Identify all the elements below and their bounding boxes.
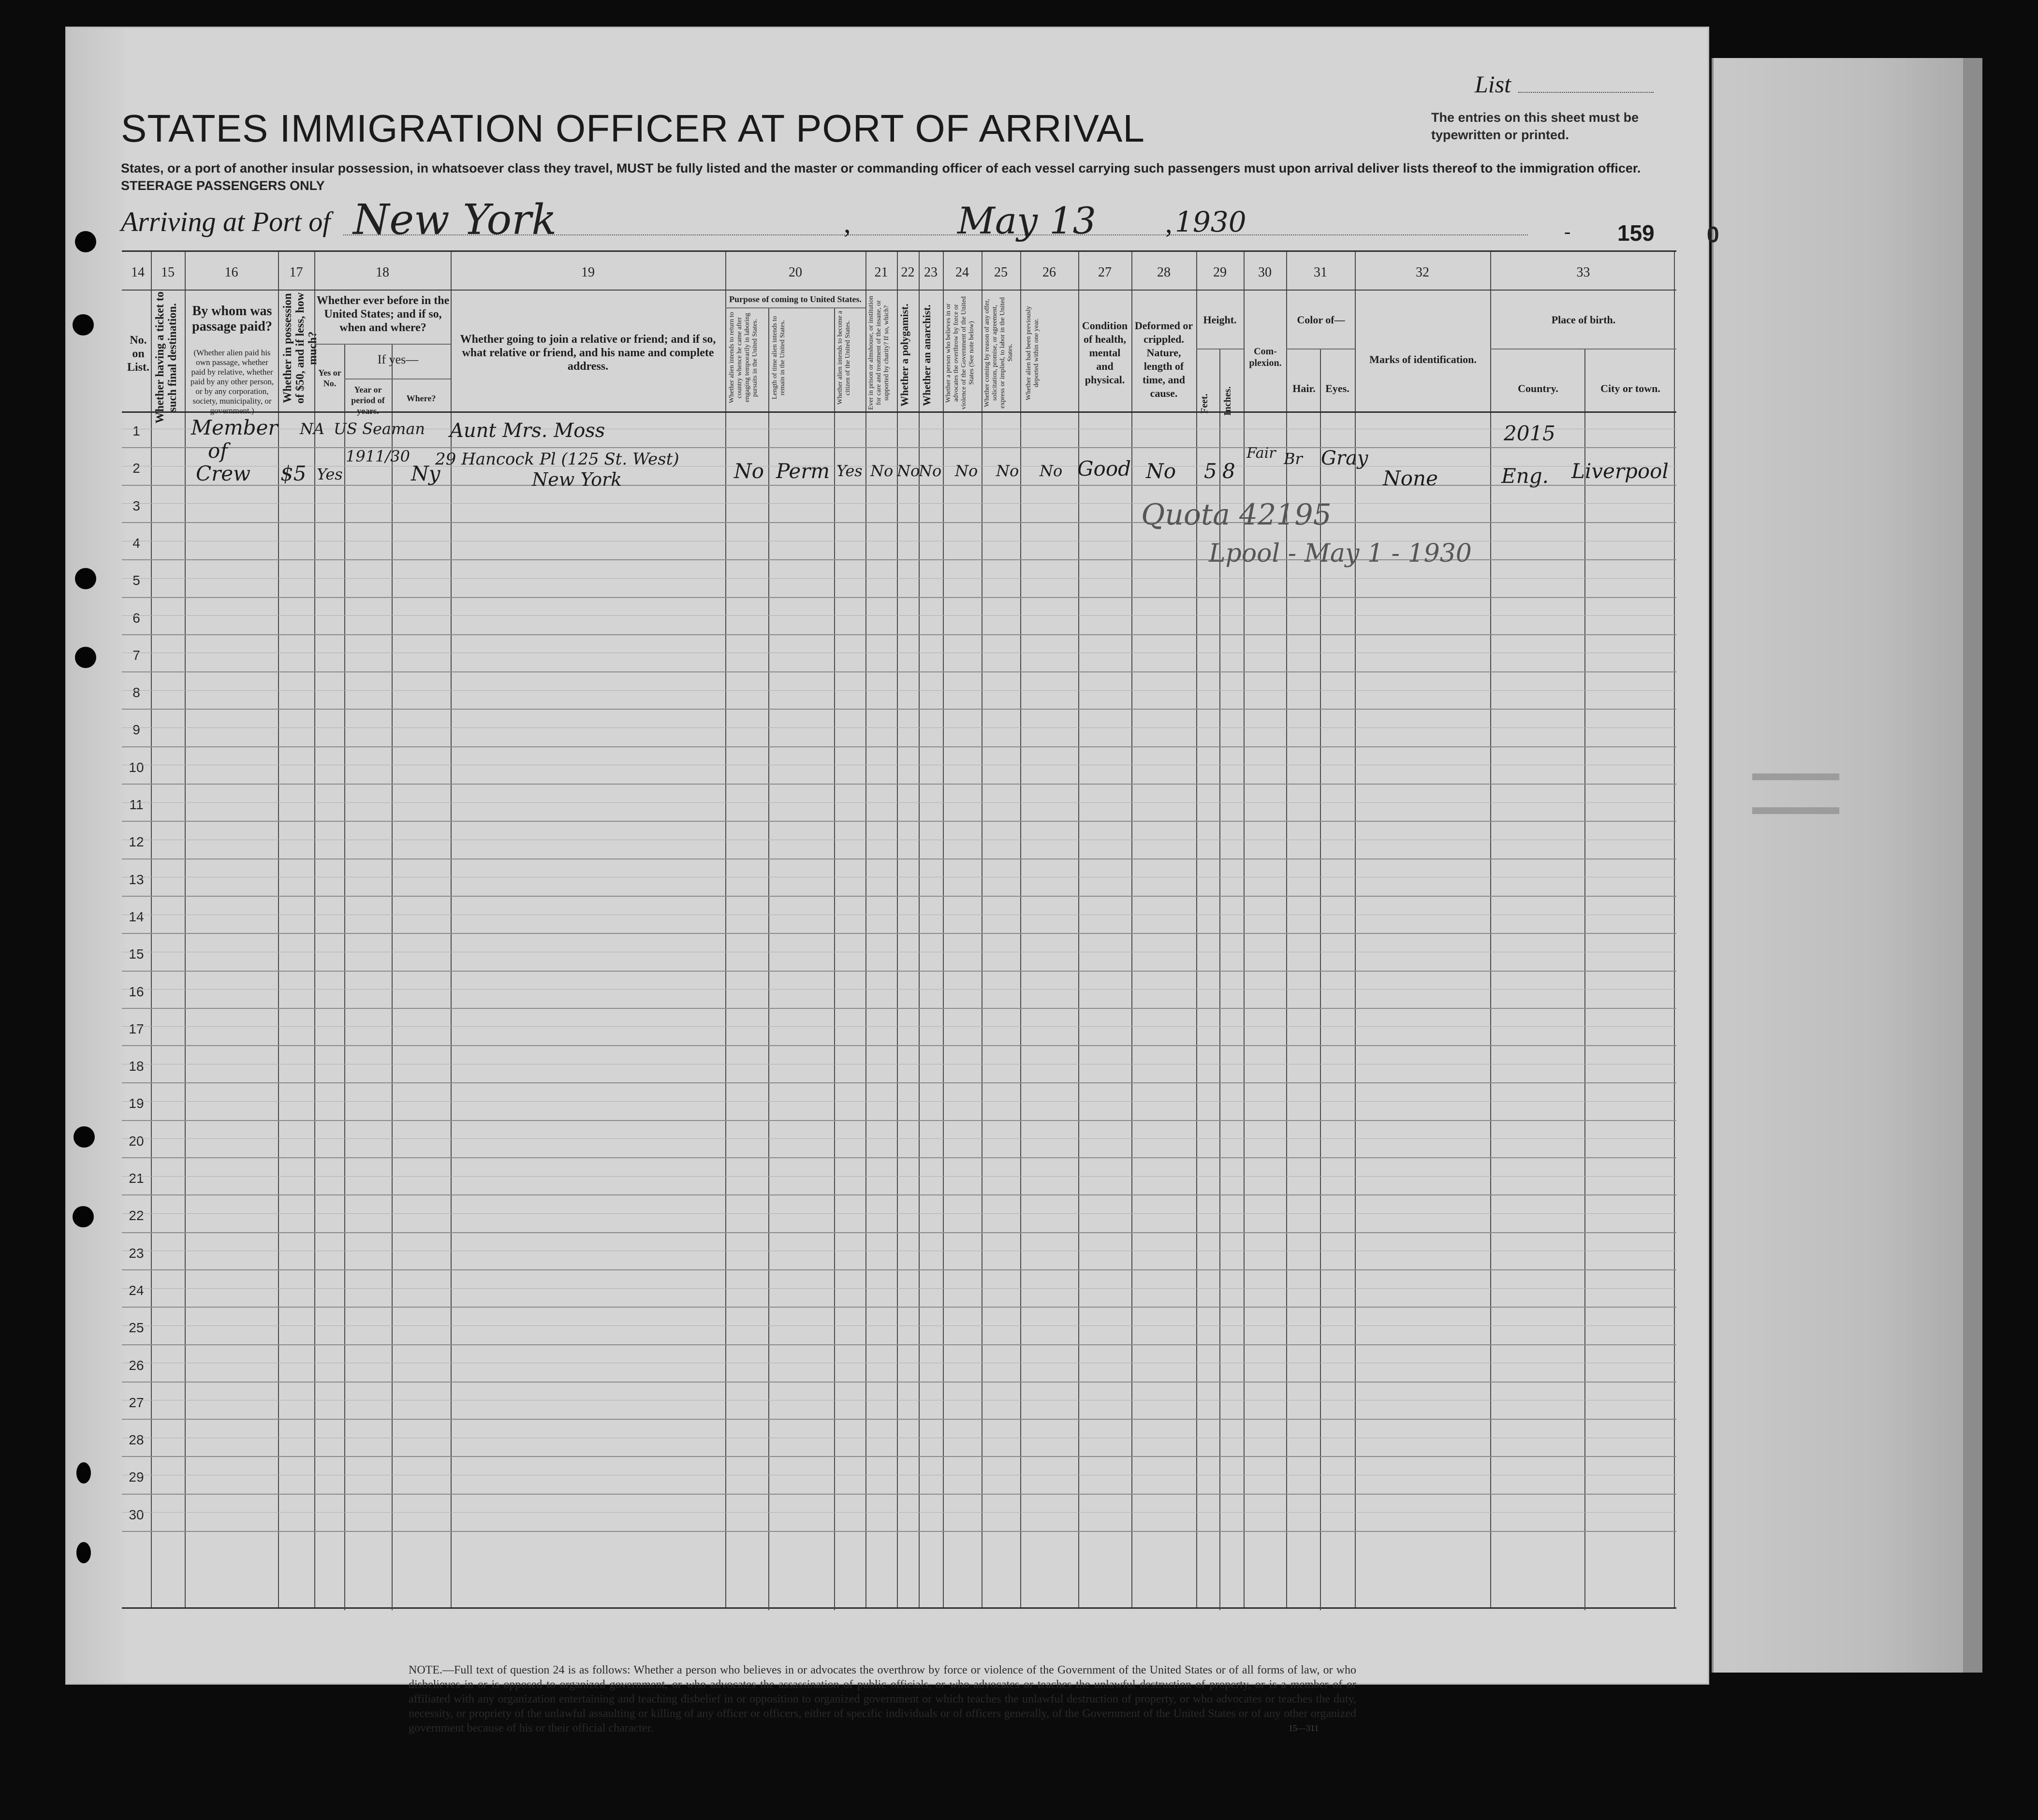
- column-number: 26: [1042, 265, 1056, 280]
- cut-digit: 0: [1707, 222, 1719, 247]
- row-line: [122, 671, 1676, 672]
- row-line: [122, 1344, 1676, 1345]
- row-line: [122, 1382, 1676, 1383]
- entry-labor: No: [996, 462, 1019, 480]
- column-line: [278, 252, 279, 1607]
- header-eyes: Eyes.: [1325, 382, 1349, 394]
- entry-money-top: NA: [300, 420, 325, 438]
- column-number: 29: [1213, 265, 1227, 280]
- punch-hole: [73, 1206, 94, 1227]
- page-title: STATES IMMIGRATION OFFICER AT PORT OF ARRIVAL: [121, 107, 1145, 150]
- row-midline: [122, 802, 1676, 803]
- row-number: 6: [132, 611, 140, 626]
- entry-eyes: Gray: [1321, 447, 1368, 469]
- punch-hole: [75, 231, 96, 252]
- column-number: 22: [901, 265, 915, 280]
- row-midline: [122, 1176, 1676, 1177]
- sheet-edge: [1963, 58, 1982, 1673]
- header-join: Whether going to join a relative or friend; and if so, what relative or friend, and his name and complete address.: [460, 333, 716, 373]
- column-line: [1320, 349, 1321, 1610]
- row-number: 2: [132, 461, 140, 476]
- row-number: 24: [129, 1283, 144, 1298]
- entry-before-where: Ny: [411, 462, 440, 485]
- entry-polygamist: No: [897, 462, 920, 480]
- row-number: 25: [129, 1320, 144, 1335]
- column-number: 32: [1416, 265, 1429, 280]
- column-number: 30: [1258, 265, 1272, 280]
- row-line: [122, 933, 1676, 934]
- row-number: 9: [132, 722, 140, 737]
- row-number: 29: [129, 1470, 144, 1485]
- row-number: 12: [129, 834, 144, 849]
- entry-inches: 8: [1222, 459, 1235, 483]
- header-marks: Marks of identification.: [1369, 353, 1477, 365]
- header-country: Country.: [1518, 382, 1558, 394]
- row-number: 14: [129, 909, 144, 924]
- row-line: [122, 1269, 1676, 1270]
- page-spine: [67, 28, 125, 1683]
- row-number: 11: [129, 797, 144, 812]
- punch-hole: [75, 647, 96, 668]
- row-number: 8: [132, 685, 140, 700]
- row-midline: [122, 1288, 1676, 1289]
- column-number: 28: [1157, 265, 1171, 280]
- column-number: 14: [131, 265, 145, 280]
- row-line: [122, 1419, 1676, 1420]
- header-money: Whether in possession of $50, and if less, how much?: [281, 292, 319, 404]
- row-line: [122, 485, 1676, 486]
- row-number: 26: [129, 1358, 144, 1373]
- column-line: [1131, 252, 1132, 1607]
- row-line: [122, 709, 1676, 710]
- row-midline: [122, 1138, 1676, 1139]
- entry-length: Perm: [776, 459, 830, 483]
- steerage-label: STEERAGE PASSENGERS ONLY: [121, 178, 325, 193]
- list-label: List: [1475, 71, 1511, 98]
- comma: ,: [844, 207, 851, 239]
- row-number: 7: [132, 648, 140, 663]
- year-value: 1930: [1175, 205, 1246, 238]
- column-number: 23: [924, 265, 938, 280]
- column-line: [865, 252, 866, 1607]
- column-line: [1490, 252, 1491, 1607]
- row-line: [122, 784, 1676, 785]
- punch-hole: [73, 1126, 95, 1148]
- column-line: [725, 252, 726, 1607]
- column-line: [314, 252, 315, 1607]
- row-line: [122, 746, 1676, 747]
- header-height: Height.: [1203, 314, 1237, 326]
- header-place-of-birth: Place of birth.: [1551, 314, 1616, 326]
- column-number: 27: [1098, 265, 1112, 280]
- row-number: 5: [132, 573, 140, 588]
- header-line: [122, 290, 1676, 291]
- entry-passage-2: of: [208, 439, 228, 463]
- row-line: [122, 1456, 1676, 1457]
- instructions-text: States, or a port of another insular possession, in whatsoever class they travel, MUST be fully listed and the master or commanding officer of each vessel carrying such passengers must upon arrival deliver lists thereof to the immigration officer.: [121, 161, 1641, 175]
- header-deformed: Deformed or crippled. Nature, length of time, and cause.: [1134, 320, 1193, 399]
- entry-marks: None: [1383, 466, 1438, 490]
- row-midline: [122, 503, 1676, 504]
- column-line: [185, 252, 186, 1607]
- column-line: [1020, 252, 1021, 1607]
- row-number: 18: [129, 1059, 144, 1074]
- header-deported: Whether alien had been previously deported within one year.: [1025, 306, 1040, 400]
- entry-passage-1: Member: [191, 416, 278, 439]
- column-line: [1674, 252, 1675, 1607]
- header-before-us: Whether ever before in the United States; and if so, when and where?: [316, 294, 450, 334]
- column-number: 17: [289, 265, 303, 280]
- entry-country-top: 2015: [1504, 422, 1555, 445]
- row-midline: [122, 1325, 1676, 1326]
- row-line: [122, 1045, 1676, 1046]
- row-midline: [122, 1512, 1676, 1513]
- header-labor: Whether coming by reason of any offer, solicitation, promise, or agreement, express or implied, to labor in the United States.: [983, 297, 1014, 409]
- entry-join-2: 29 Hancock Pl (125 St. West): [435, 450, 679, 469]
- header-inches: Inches.: [1222, 386, 1233, 416]
- entry-anarchist: No: [919, 462, 942, 480]
- row-midline: [122, 690, 1676, 691]
- entry-hair: Br: [1284, 450, 1303, 468]
- row-line: [122, 1494, 1676, 1495]
- row-number: 20: [129, 1134, 144, 1149]
- header-prison: Ever in prison or almshouse, or institution for care and treatment of the insane, or supported by charity? If so, which?: [867, 295, 890, 410]
- entry-health: Good: [1077, 457, 1131, 480]
- row-line: [122, 634, 1676, 635]
- row-number: 3: [132, 498, 140, 513]
- port-label: Arriving at Port of: [121, 206, 331, 237]
- column-number: 33: [1576, 265, 1590, 280]
- instructions: [121, 160, 1668, 194]
- row-number: 4: [132, 536, 140, 551]
- form-code: 15—311: [1289, 1723, 1319, 1733]
- entry-before-yes: Yes: [317, 465, 343, 483]
- column-line: [344, 344, 345, 1610]
- header-yes-no: Yes or No.: [318, 368, 341, 388]
- header-anarchist: Whether an anarchist.: [921, 304, 933, 407]
- row-number: 16: [129, 984, 144, 999]
- row-number: 22: [129, 1208, 144, 1223]
- punch-hole: [75, 568, 96, 589]
- background-sheet: [1712, 58, 1982, 1673]
- row-number: 10: [129, 760, 144, 775]
- entry-complexion: Fair: [1246, 445, 1276, 462]
- header-color: Color of—: [1297, 314, 1345, 326]
- entry-before-top: US Seaman: [334, 420, 425, 438]
- entry-join-1: Aunt Mrs. Moss: [450, 420, 605, 442]
- row-line: [122, 522, 1676, 523]
- entry-country: Eng.: [1501, 464, 1549, 488]
- entry-before-years: 1911/30: [346, 447, 410, 466]
- column-number: 31: [1314, 265, 1327, 280]
- row-midline: [122, 1026, 1676, 1027]
- row-number: 23: [129, 1246, 144, 1261]
- sheet-dash: -: [1564, 220, 1571, 242]
- header-purpose-return: Whether alien intends to return to country whence he came after engaging temporarily in laboring pursuits in the United States.: [728, 312, 759, 404]
- column-line: [943, 252, 944, 1607]
- header-ticket: Whether having a ticket to such final destination.: [154, 291, 179, 424]
- row-number: 21: [129, 1171, 144, 1186]
- row-number: 13: [129, 872, 144, 887]
- column-number: 16: [224, 265, 238, 280]
- punch-hole: [76, 1542, 91, 1563]
- header-feet: Feet.: [1199, 393, 1210, 414]
- header-purpose-length: Length of time alien intends to remain in the United States.: [771, 316, 786, 400]
- column-line: [1196, 252, 1197, 1607]
- list-line: [1518, 92, 1654, 93]
- entry-passage-3: Crew: [196, 462, 251, 485]
- header-city: City or town.: [1600, 382, 1660, 394]
- row-number: 28: [129, 1432, 144, 1447]
- row-midline: [122, 1101, 1676, 1102]
- header-if-yes: If yes—: [377, 352, 419, 366]
- header-passage-note: (Whether alien paid his own passage, whether paid by relative, whether paid by any other person, or by any corporation, society, municipality, or government.): [190, 348, 274, 415]
- header-health: Condition of health, mental and physical.: [1082, 320, 1128, 386]
- header-where: Where?: [406, 393, 436, 403]
- punch-hole: [76, 1462, 91, 1484]
- row-midline: [122, 989, 1676, 990]
- header-year: Year or period of years.: [351, 385, 385, 416]
- row-line: [122, 896, 1676, 897]
- entry-citizen: Yes: [836, 462, 863, 480]
- entry-join-3: New York: [532, 469, 622, 490]
- row-midline: [122, 1213, 1676, 1214]
- row-number: 1: [132, 423, 140, 438]
- row-number: 30: [129, 1507, 144, 1522]
- entry-deformed: No: [1146, 459, 1176, 483]
- punch-hole: [73, 314, 94, 335]
- column-number: 24: [955, 265, 969, 280]
- header-passage: By whom was passage paid?: [192, 304, 272, 334]
- column-line: [392, 344, 393, 1610]
- header-overthrow: Whether a person who believes in or advocates the overthrow by force or violence of the Government of the United States (See note below): [945, 296, 975, 410]
- subheader-line: [314, 344, 451, 345]
- row-line: [122, 1232, 1676, 1233]
- comma: ,: [1165, 207, 1173, 239]
- column-number: 18: [376, 265, 389, 280]
- row-line: [122, 1157, 1676, 1158]
- column-line: [1078, 252, 1079, 1607]
- row-number: 27: [129, 1395, 144, 1410]
- port-value: New York: [353, 196, 557, 244]
- quota-stamp-date: Lpool - May 1 - 1930: [1209, 539, 1472, 568]
- row-number: 15: [129, 946, 144, 961]
- entry-overthrow: No: [955, 462, 978, 480]
- column-line: [919, 252, 920, 1607]
- row-number: 17: [129, 1021, 144, 1036]
- column-line: [1244, 252, 1245, 1607]
- row-line: [122, 1194, 1676, 1195]
- column-number: 25: [994, 265, 1008, 280]
- column-number: 15: [161, 265, 175, 280]
- entry-deported: No: [1040, 462, 1063, 480]
- footer-note: NOTE.—Full text of question 24 is as follows: Whether a person who believes in or advocates the overthrow by force or violence of the Government of the United States or of all forms of law, or who disbelieves in or is opposed to organized government, or who advocates the assassination of public officials, or who advocates or teaches the unlawful destruction of property, or is a member of or affiliated with any organization entertaining and teaching disbelief in or opposition to organized government or which teaches the unlawful destruction of property, or who advocates or teaches the duty, necessity, or propriety of the unlawful assaulting or killing of any officer or officers, either of specific individuals or of officers generally, of the Government of the United States or of any other organized government because of his or their official character.: [409, 1664, 1356, 1734]
- row-line: [122, 1008, 1676, 1009]
- smudge-mark: [1752, 773, 1839, 780]
- header-no-on-list: No. on List.: [127, 334, 149, 374]
- column-number: 20: [789, 265, 802, 280]
- subheader-line: [725, 307, 865, 308]
- smudge-mark: [1752, 807, 1839, 814]
- row-midline: [122, 615, 1676, 616]
- entry-money: $5: [280, 462, 307, 485]
- entries-note: The entries on this sheet must be typewritten or printed.: [1431, 110, 1639, 142]
- header-polygamist: Whether a polygamist.: [898, 304, 910, 407]
- row-line: [122, 821, 1676, 822]
- header-hair: Hair.: [1292, 382, 1316, 394]
- row-line: [122, 597, 1676, 598]
- quota-stamp: Quota 42195: [1141, 498, 1332, 532]
- row-line: [122, 1082, 1676, 1083]
- row-line: [122, 1307, 1676, 1308]
- row-midline: [122, 578, 1676, 579]
- sheet-number: 159: [1617, 220, 1655, 246]
- header-purpose: Purpose of coming to United States.: [729, 294, 862, 304]
- entry-prison: No: [870, 462, 894, 480]
- column-line: [1584, 349, 1585, 1610]
- column-line: [151, 252, 152, 1607]
- column-number: 21: [874, 265, 888, 280]
- row-line: [122, 971, 1676, 972]
- header-purpose-citizen: Whether alien intends to become a citizen of the United States.: [836, 311, 851, 405]
- row-line: [122, 1120, 1676, 1121]
- row-line: [122, 1531, 1676, 1532]
- entry-feet: 5: [1204, 459, 1217, 483]
- entry-return: No: [734, 459, 764, 483]
- column-number: 19: [581, 265, 595, 280]
- date-value: May 13: [957, 199, 1096, 242]
- column-line: [897, 252, 898, 1607]
- column-line: [1219, 349, 1220, 1610]
- header-complexion: Com-plexion.: [1249, 346, 1282, 368]
- row-number: 19: [129, 1096, 144, 1111]
- entry-city: Liverpool: [1571, 459, 1669, 483]
